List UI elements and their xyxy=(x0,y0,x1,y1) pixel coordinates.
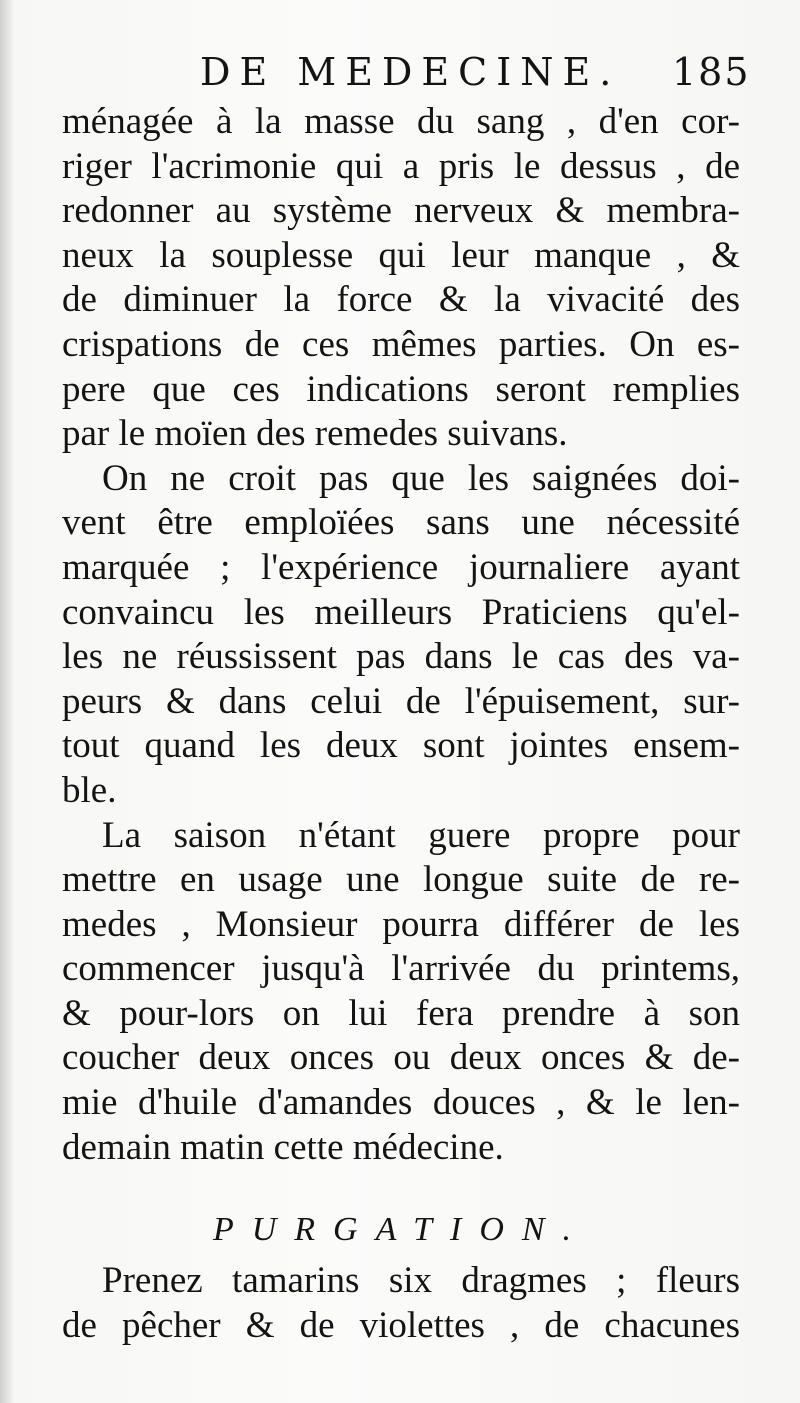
text-line: demain matin cette médecine. xyxy=(62,1126,504,1168)
text-line: On ne croit pas que les saignées doi- xyxy=(102,457,740,499)
text-line: tout quand les deux sont jointes ensem- xyxy=(62,725,740,767)
text-line: marquée ; l'expérience journaliere ayant xyxy=(62,546,740,588)
text-line: medes , Monsieur pourra différer de les xyxy=(62,903,740,945)
text-line: vent être emploïées sans une nécessité xyxy=(62,502,740,544)
text-line: redonner au système nerveux & membra- xyxy=(62,190,740,232)
text-line: mettre en usage une longue suite de re- xyxy=(62,859,740,901)
text-line: les ne réussissent pas dans le cas des va- xyxy=(62,636,740,678)
text-line: crispations de ces mêmes parties. On es- xyxy=(62,323,740,365)
section-heading: PURGATION. xyxy=(212,1211,590,1249)
text-line: neux la souplesse qui leur manque , & xyxy=(62,234,740,276)
running-title: DE MEDECINE. xyxy=(200,50,621,94)
text-line: mie d'huile d'amandes douces , & le len- xyxy=(62,1082,740,1124)
page-spine-shadow xyxy=(0,0,14,1403)
text-line: ble. xyxy=(62,769,117,811)
text-line: & pour-lors on lui fera prendre à son xyxy=(62,992,740,1034)
text-line: riger l'acrimonie qui a pris le dessus , de xyxy=(62,145,740,187)
text-line: coucher deux onces ou deux onces & de- xyxy=(62,1037,740,1079)
text-line: convaincu les meilleurs Praticiens qu'el- xyxy=(62,591,740,633)
text-line: ménagée à la masse du sang , d'en cor- xyxy=(62,101,740,142)
page-header xyxy=(0,50,800,100)
text-line: de pêcher & de violettes , de chacunes xyxy=(62,1304,740,1346)
text-line: de diminuer la force & la vivacité des xyxy=(62,279,740,321)
text-line: peurs & dans celui de l'épuisement, sur- xyxy=(62,680,740,722)
text-line: commencer jusqu'à l'arrivée du printems, xyxy=(62,948,740,990)
text-line: par le moïen des remedes suivans. xyxy=(62,413,568,455)
text-line: La saison n'étant guere propre pour xyxy=(102,814,740,856)
text-line: Prenez tamarins six dragmes ; fleurs xyxy=(102,1260,740,1302)
body-text xyxy=(62,100,740,1348)
page-number: 185 xyxy=(672,50,751,94)
text-line: pere que ces indications seront remplies xyxy=(62,368,740,410)
